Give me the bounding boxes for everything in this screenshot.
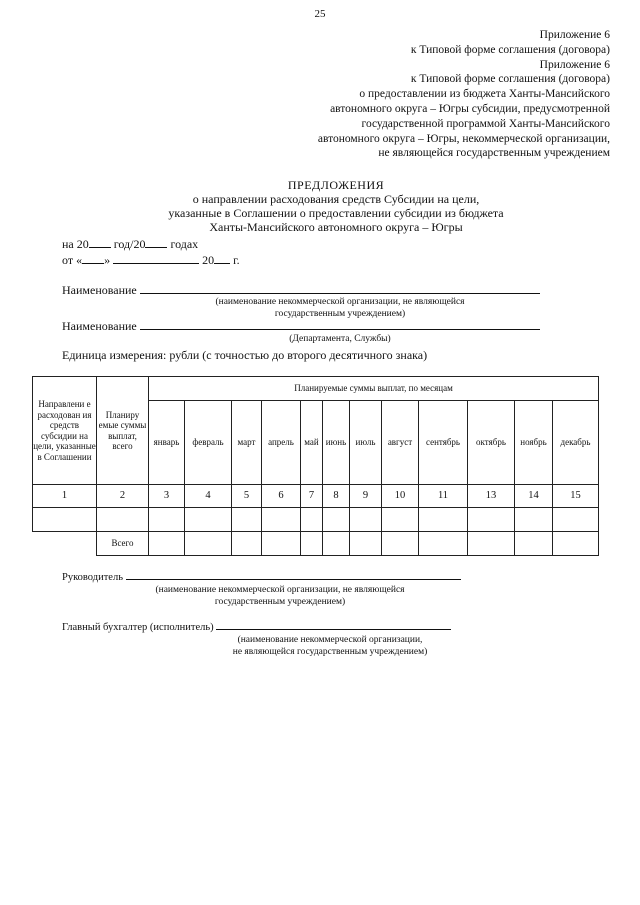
head-signature-field[interactable] — [126, 570, 461, 580]
table-header-row — [33, 377, 599, 401]
caption-line: (наименование некоммерческой организации, не являющейся — [215, 297, 465, 307]
month-header: октябрь — [468, 401, 515, 485]
total-label: Всего — [97, 532, 149, 556]
name-label-1: Наименование — [62, 283, 137, 297]
date-line — [62, 252, 240, 268]
month-header: март — [232, 401, 262, 485]
month-header: июнь — [323, 401, 350, 485]
table-cell[interactable] — [468, 532, 515, 556]
table-cell[interactable] — [232, 532, 262, 556]
table-cell[interactable] — [553, 508, 599, 532]
caption-line: не являющейся государственным учреждением) — [232, 647, 428, 657]
title-line: указанные в Соглашении о предоставлении субсидии из бюджета — [168, 206, 504, 220]
column-number: 15 — [553, 485, 599, 508]
appendix-line: Приложение 6 — [539, 29, 610, 41]
column-number: 6 — [262, 485, 301, 508]
month-header: июль — [350, 401, 382, 485]
table-cell[interactable] — [97, 508, 149, 532]
table-cell[interactable] — [515, 532, 553, 556]
head-label: Руководитель — [62, 572, 123, 583]
table-cell[interactable] — [323, 532, 350, 556]
year-field-2[interactable] — [145, 236, 167, 248]
table-cell[interactable] — [382, 532, 419, 556]
period-middle: год/20 — [113, 237, 146, 251]
table-cell[interactable] — [301, 508, 323, 532]
column-number: 3 — [149, 485, 185, 508]
column-number: 7 — [301, 485, 323, 508]
column-number: 14 — [515, 485, 553, 508]
table-cell[interactable] — [149, 532, 185, 556]
month-header: сентябрь — [419, 401, 468, 485]
month-header: апрель — [262, 401, 301, 485]
date-prefix: от « — [62, 253, 83, 267]
column-number: 2 — [97, 485, 149, 508]
period-prefix: на 20 — [62, 237, 89, 251]
organization-name-field[interactable] — [140, 282, 540, 294]
name-label-2: Наименование — [62, 319, 137, 333]
proposals-table — [32, 376, 599, 556]
table-cell[interactable] — [350, 532, 382, 556]
planned-total-header: Планиру емые суммы выплат, всего — [97, 377, 149, 485]
column-numbers-row — [33, 485, 599, 508]
department-name-field[interactable] — [140, 318, 540, 330]
table-cell[interactable] — [419, 532, 468, 556]
appendix-line: автономного округа – Югры субсидии, предусмотренной — [330, 102, 610, 115]
column-number: 5 — [232, 485, 262, 508]
appendix-line: к Типовой форме соглашения (договора) — [410, 43, 610, 56]
column-number: 8 — [323, 485, 350, 508]
name-caption-2: (Департамента, Службы) — [289, 334, 391, 344]
appendix-line: не являющейся государственным учреждением — [378, 147, 610, 160]
accountant-signature-line — [62, 620, 451, 633]
table-cell[interactable] — [185, 508, 232, 532]
head-signature-line — [62, 570, 461, 583]
year-field-1[interactable] — [89, 236, 111, 248]
document-title — [0, 178, 640, 234]
direction-header: Направлени е расходован ия средств субсидии на цели, указанные в Соглашении — [33, 377, 97, 485]
table-cell[interactable] — [515, 508, 553, 532]
page-number: 25 — [314, 8, 326, 20]
table-cell[interactable] — [419, 508, 468, 532]
period-line — [62, 236, 198, 252]
month-header: февраль — [185, 401, 232, 485]
name-caption-1 — [140, 296, 540, 320]
accountant-caption — [200, 634, 460, 658]
table-cell[interactable] — [323, 508, 350, 532]
table-cell[interactable] — [185, 532, 232, 556]
appendix-line: государственной программой Ханты-Мансийского — [361, 117, 610, 130]
appendix-block — [190, 28, 610, 161]
head-caption — [110, 584, 450, 608]
date-close: » — [104, 253, 111, 267]
date-year: 20 — [202, 253, 215, 267]
month-header: май — [301, 401, 323, 485]
table-cell[interactable] — [149, 508, 185, 532]
table-cell[interactable] — [33, 508, 97, 532]
table-cell[interactable] — [262, 532, 301, 556]
appendix-line: о предоставлении из бюджета Ханты-Мансийского — [359, 88, 610, 101]
appendix-line: автономного округа – Югры, некоммерческой организации, — [317, 132, 610, 145]
month-field[interactable] — [113, 252, 199, 264]
caption-line: (наименование некоммерческой организации, — [237, 635, 423, 645]
date-suffix: г. — [233, 253, 240, 267]
caption-line: (наименование некоммерческой организации, не являющейся — [155, 585, 405, 595]
month-header: август — [382, 401, 419, 485]
accountant-signature-field[interactable] — [216, 620, 451, 630]
column-number: 1 — [33, 485, 97, 508]
month-header: январь — [149, 401, 185, 485]
months-header: Планируемые суммы выплат, по месяцам — [149, 377, 599, 401]
title-line: о направлении расходования средств Субсидии на цели, — [192, 192, 480, 206]
table-cell[interactable] — [232, 508, 262, 532]
appendix-line: к Типовой форме соглашения (договора) — [410, 73, 610, 86]
table-cell[interactable] — [350, 508, 382, 532]
name-line-2 — [62, 318, 540, 334]
table-cell[interactable] — [553, 532, 599, 556]
caption-line: государственным учреждением) — [274, 309, 406, 319]
empty-cell — [33, 532, 97, 556]
column-number: 9 — [350, 485, 382, 508]
period-suffix: годах — [170, 237, 199, 251]
month-header: ноябрь — [515, 401, 553, 485]
title-line: Ханты-Мансийского автономного округа – Югры — [209, 220, 463, 234]
title-heading: ПРЕДЛОЖЕНИЯ — [287, 178, 385, 192]
accountant-label: Главный бухгалтер (исполнитель) — [62, 622, 214, 633]
day-field[interactable] — [82, 252, 104, 264]
unit-line: Единица измерения: рубли (с точностью до второго десятичного знака) — [62, 348, 428, 362]
month-header: декабрь — [553, 401, 599, 485]
column-number: 4 — [185, 485, 232, 508]
appendix-line: Приложение 6 — [539, 58, 610, 71]
table-cell[interactable] — [301, 532, 323, 556]
year-field-3[interactable] — [214, 252, 230, 264]
column-number: 11 — [419, 485, 468, 508]
table-cell[interactable] — [468, 508, 515, 532]
column-number: 10 — [382, 485, 419, 508]
table-row — [33, 508, 599, 532]
table-cell[interactable] — [382, 508, 419, 532]
column-number: 13 — [468, 485, 515, 508]
total-row — [33, 532, 599, 556]
caption-line: государственным учреждением) — [214, 597, 346, 607]
table-cell[interactable] — [262, 508, 301, 532]
